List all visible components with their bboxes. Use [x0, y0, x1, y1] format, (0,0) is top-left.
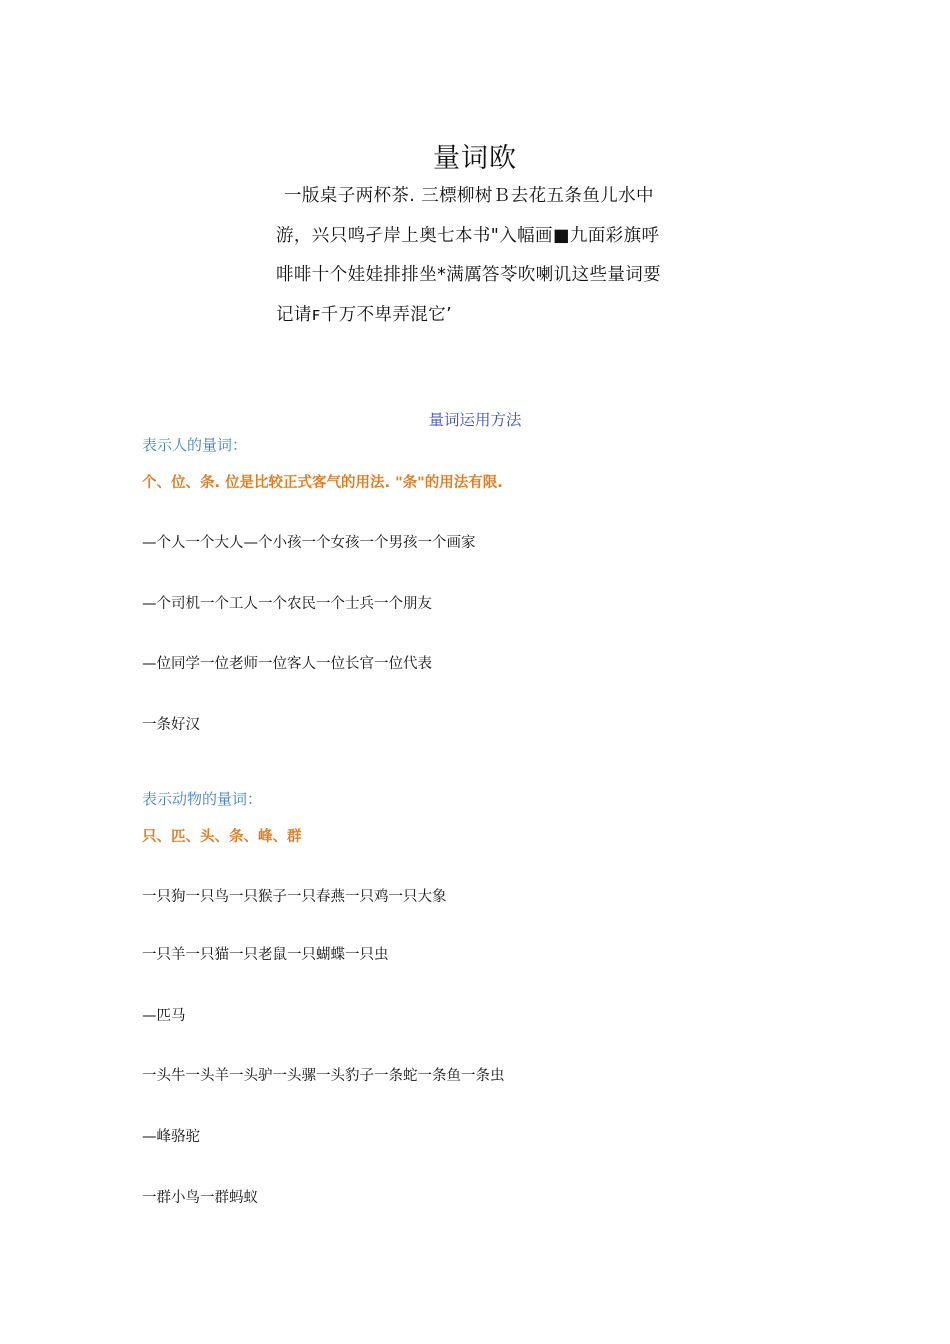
- example-line: 一条好汉: [142, 717, 200, 733]
- usage-rule-people: 个、位、条. 位是比较正式客气的用法. "条"的用法有限.: [142, 475, 503, 491]
- example-line: 一群小鸟一群蚂蚁: [142, 1190, 258, 1206]
- example-line: —个司机一个工人一个农民一个士兵一个朋友: [142, 596, 432, 612]
- document-title: 量词欧: [433, 143, 517, 174]
- example-line: —位同学一位老师一位客人一位长官一位代表: [142, 656, 432, 672]
- example-line: 一头牛一头羊一头驴一头骡一头豹子一条蛇一条鱼一条虫: [142, 1068, 505, 1084]
- example-line: 一只狗一只鸟一只猴子一只春燕一只鸡一只大象: [142, 889, 447, 905]
- usage-rule-animals: 只、匹、头、条、峰、群: [142, 829, 302, 845]
- poem-line: 游，兴只鸣孑岸上奥七本书"入幅画■九面彩旗呼: [276, 225, 660, 246]
- poem-line: 啡啡十个娃娃排排坐*满厲答苓吹喇讥这些量词要: [276, 265, 662, 285]
- section-heading-people: 表示人的量词：: [142, 436, 248, 454]
- example-line: —匹马: [142, 1008, 186, 1024]
- poem-line: 记请ꜰ千万不卑弄混它’: [276, 304, 453, 325]
- example-line: —峰骆驼: [142, 1129, 200, 1145]
- section-subtitle: 量词运用方法: [428, 411, 522, 429]
- poem-line: 一版桌子两杯茶. 三標柳树Ｂ去花五条鱼儿水中: [284, 186, 654, 206]
- example-line: 一只羊一只猫一只老鼠一只蝴蝶一只虫: [142, 947, 389, 963]
- poem-block: [276, 177, 696, 335]
- example-line: —个人一个大人—个小孩一个女孩一个男孩一个画家: [142, 535, 476, 551]
- section-heading-animals: 表示动物的量词：: [142, 790, 263, 808]
